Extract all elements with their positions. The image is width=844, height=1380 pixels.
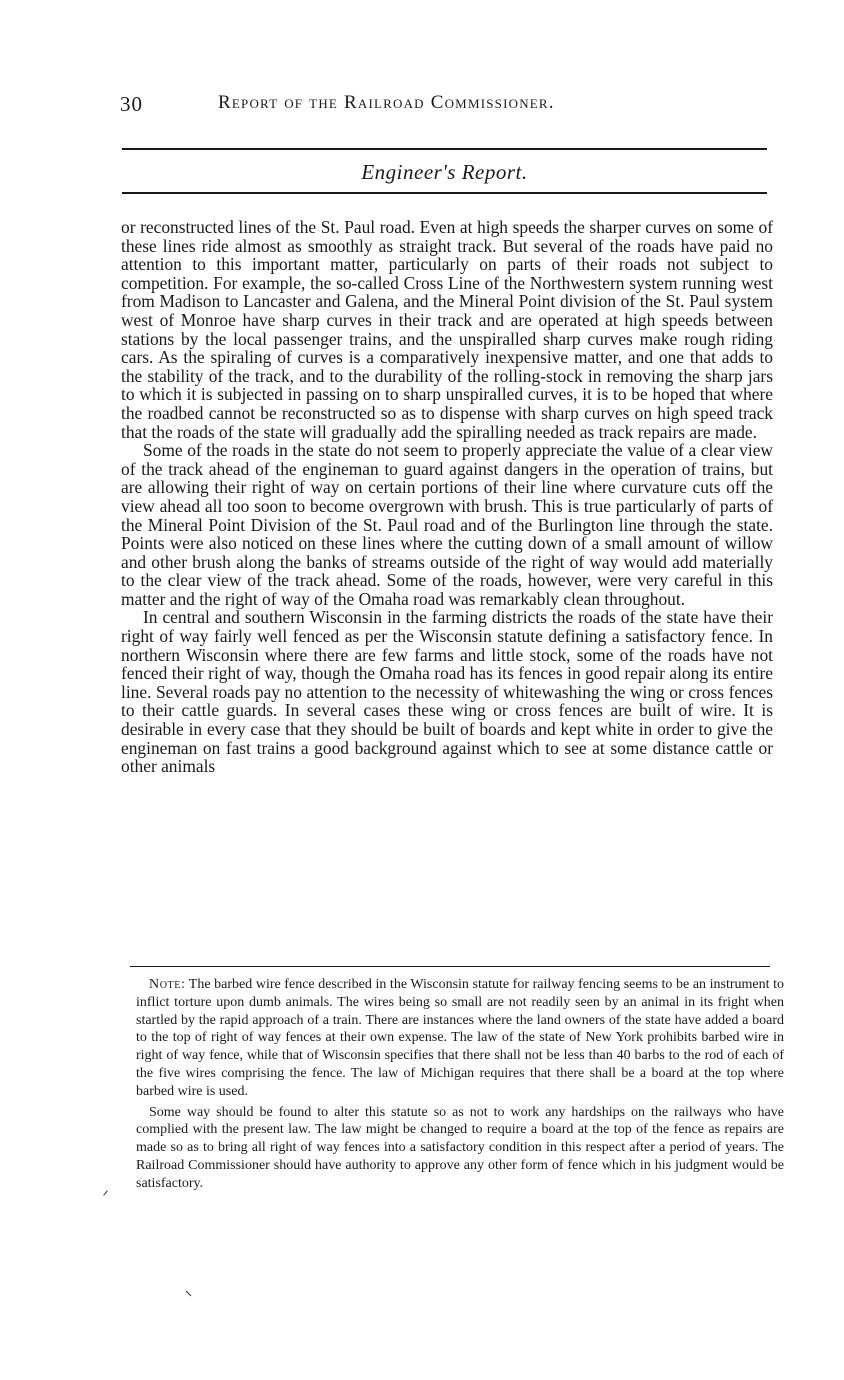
footnote-paragraph-2: Some way should be found to alter this statute so as not to work any hardships on the railways who have complied with the present law. The law might be changed to require a board at the top of the fence as repairs are made so as to bring all right of way fences into a satisfactory condition in this respect after a period of years. The Railroad Commissioner should have authority to approve any other form of fence which in his judgment would be satisfactory. (136, 1104, 784, 1191)
footnote-rule (130, 966, 770, 967)
section-title: Engineer's Report. (361, 160, 528, 184)
footnote-label: Note: (149, 977, 186, 992)
body-text (121, 218, 773, 776)
header-rule-top (122, 148, 767, 150)
footnote-text: The barbed wire fence described in the Wisconsin statute for railway fencing seems to be an instrument to inflict torture upon dumb animals. The wires being so small are not readily seen by an animal in its fright when startled by the rapid approach of a train. There are instances where the land owners of the state have added a board to the top of right of way fences at their own expense. The law of the state of New York prohibits barbed wire in right of way fence, while that of Wisconsin specifies that there shall not be less than 40 barbs to the rod of each of the five wires comprising the fence. The law of Michigan requires that there shall be a board at the top where barbed wire is used. (136, 977, 784, 1099)
body-paragraph-3: In central and southern Wisconsin in the farming districts the roads of the state have their right of way fairly well fenced as per the Wisconsin statute defining a satisfactory fence. In northern Wisconsin where there are few farms and little stock, some of the roads have not fenced their right of way, though the Omaha road has its fences in good repair along its entire line. Several roads pay no attention to the necessity of whitewashing the wing or cross fences to their cattle guards. In several cases these wing or cross fences are built of wire. It is desirable in every case that they should be built of boards and kept white in order to give the engineman on fast trains a good background against which to see at some distance cattle or other animals (121, 607, 773, 777)
page-number: 30 (120, 92, 143, 116)
body-paragraph-1: or reconstructed lines of the St. Paul road. Even at high speeds the sharper curves on some of these lines ride almost as smoothly as straight track. But several of the roads have paid no attention to this important matter, particularly on parts of their roads not subject to competition. For example, the so-called Cross Line of the Northwestern system running west from Madison to Lancaster and Galena, and the Mineral Point division of the St. Paul system west of Monroe have sharp curves in their track and are operated at high speeds between stations by the local passenger trains, and the unspiralled sharp curves make rough riding cars. As the spiraling of curves is a comparatively inexpensive matter, and one that adds to the stability of the track, and to the durability of the rolling-stock in removing the sharp jars to which it is subjected in passing on to sharp unspiralled curves, it is to be hoped that where the roadbed cannot be reconstructed so as to dispense with sharp curves on high speed track that the roads of the state will gradually add the spiralling needed as track repairs are made. (121, 217, 773, 442)
running-head (120, 92, 770, 122)
footnote-paragraph-1 (136, 976, 784, 1101)
footnote (136, 976, 784, 1193)
running-title: Report of the Railroad Commissioner. (218, 92, 555, 113)
stray-print-mark (103, 1190, 108, 1195)
header-rule-bottom (122, 192, 767, 194)
body-paragraph-2: Some of the roads in the state do not seem to properly appreciate the value of a clear view of the track ahead of the engineman to guard against dangers in the operation of trains, but are allowing their right of way on certain portions of their line where curvature cuts off the view ahead all too soon to become overgrown with brush. This is true particularly of parts of the Mineral Point Division of the St. Paul road and of the Burlington line through the state. Points were also noticed on these lines where the cutting down of a small amount of willow and other brush along the banks of streams outside of the right of way would add materially to the clear view of the track ahead. Some of the roads, however, were very careful in this matter and the right of way of the Omaha road was remarkably clean throughout. (121, 440, 773, 609)
stray-print-mark (186, 1291, 192, 1297)
